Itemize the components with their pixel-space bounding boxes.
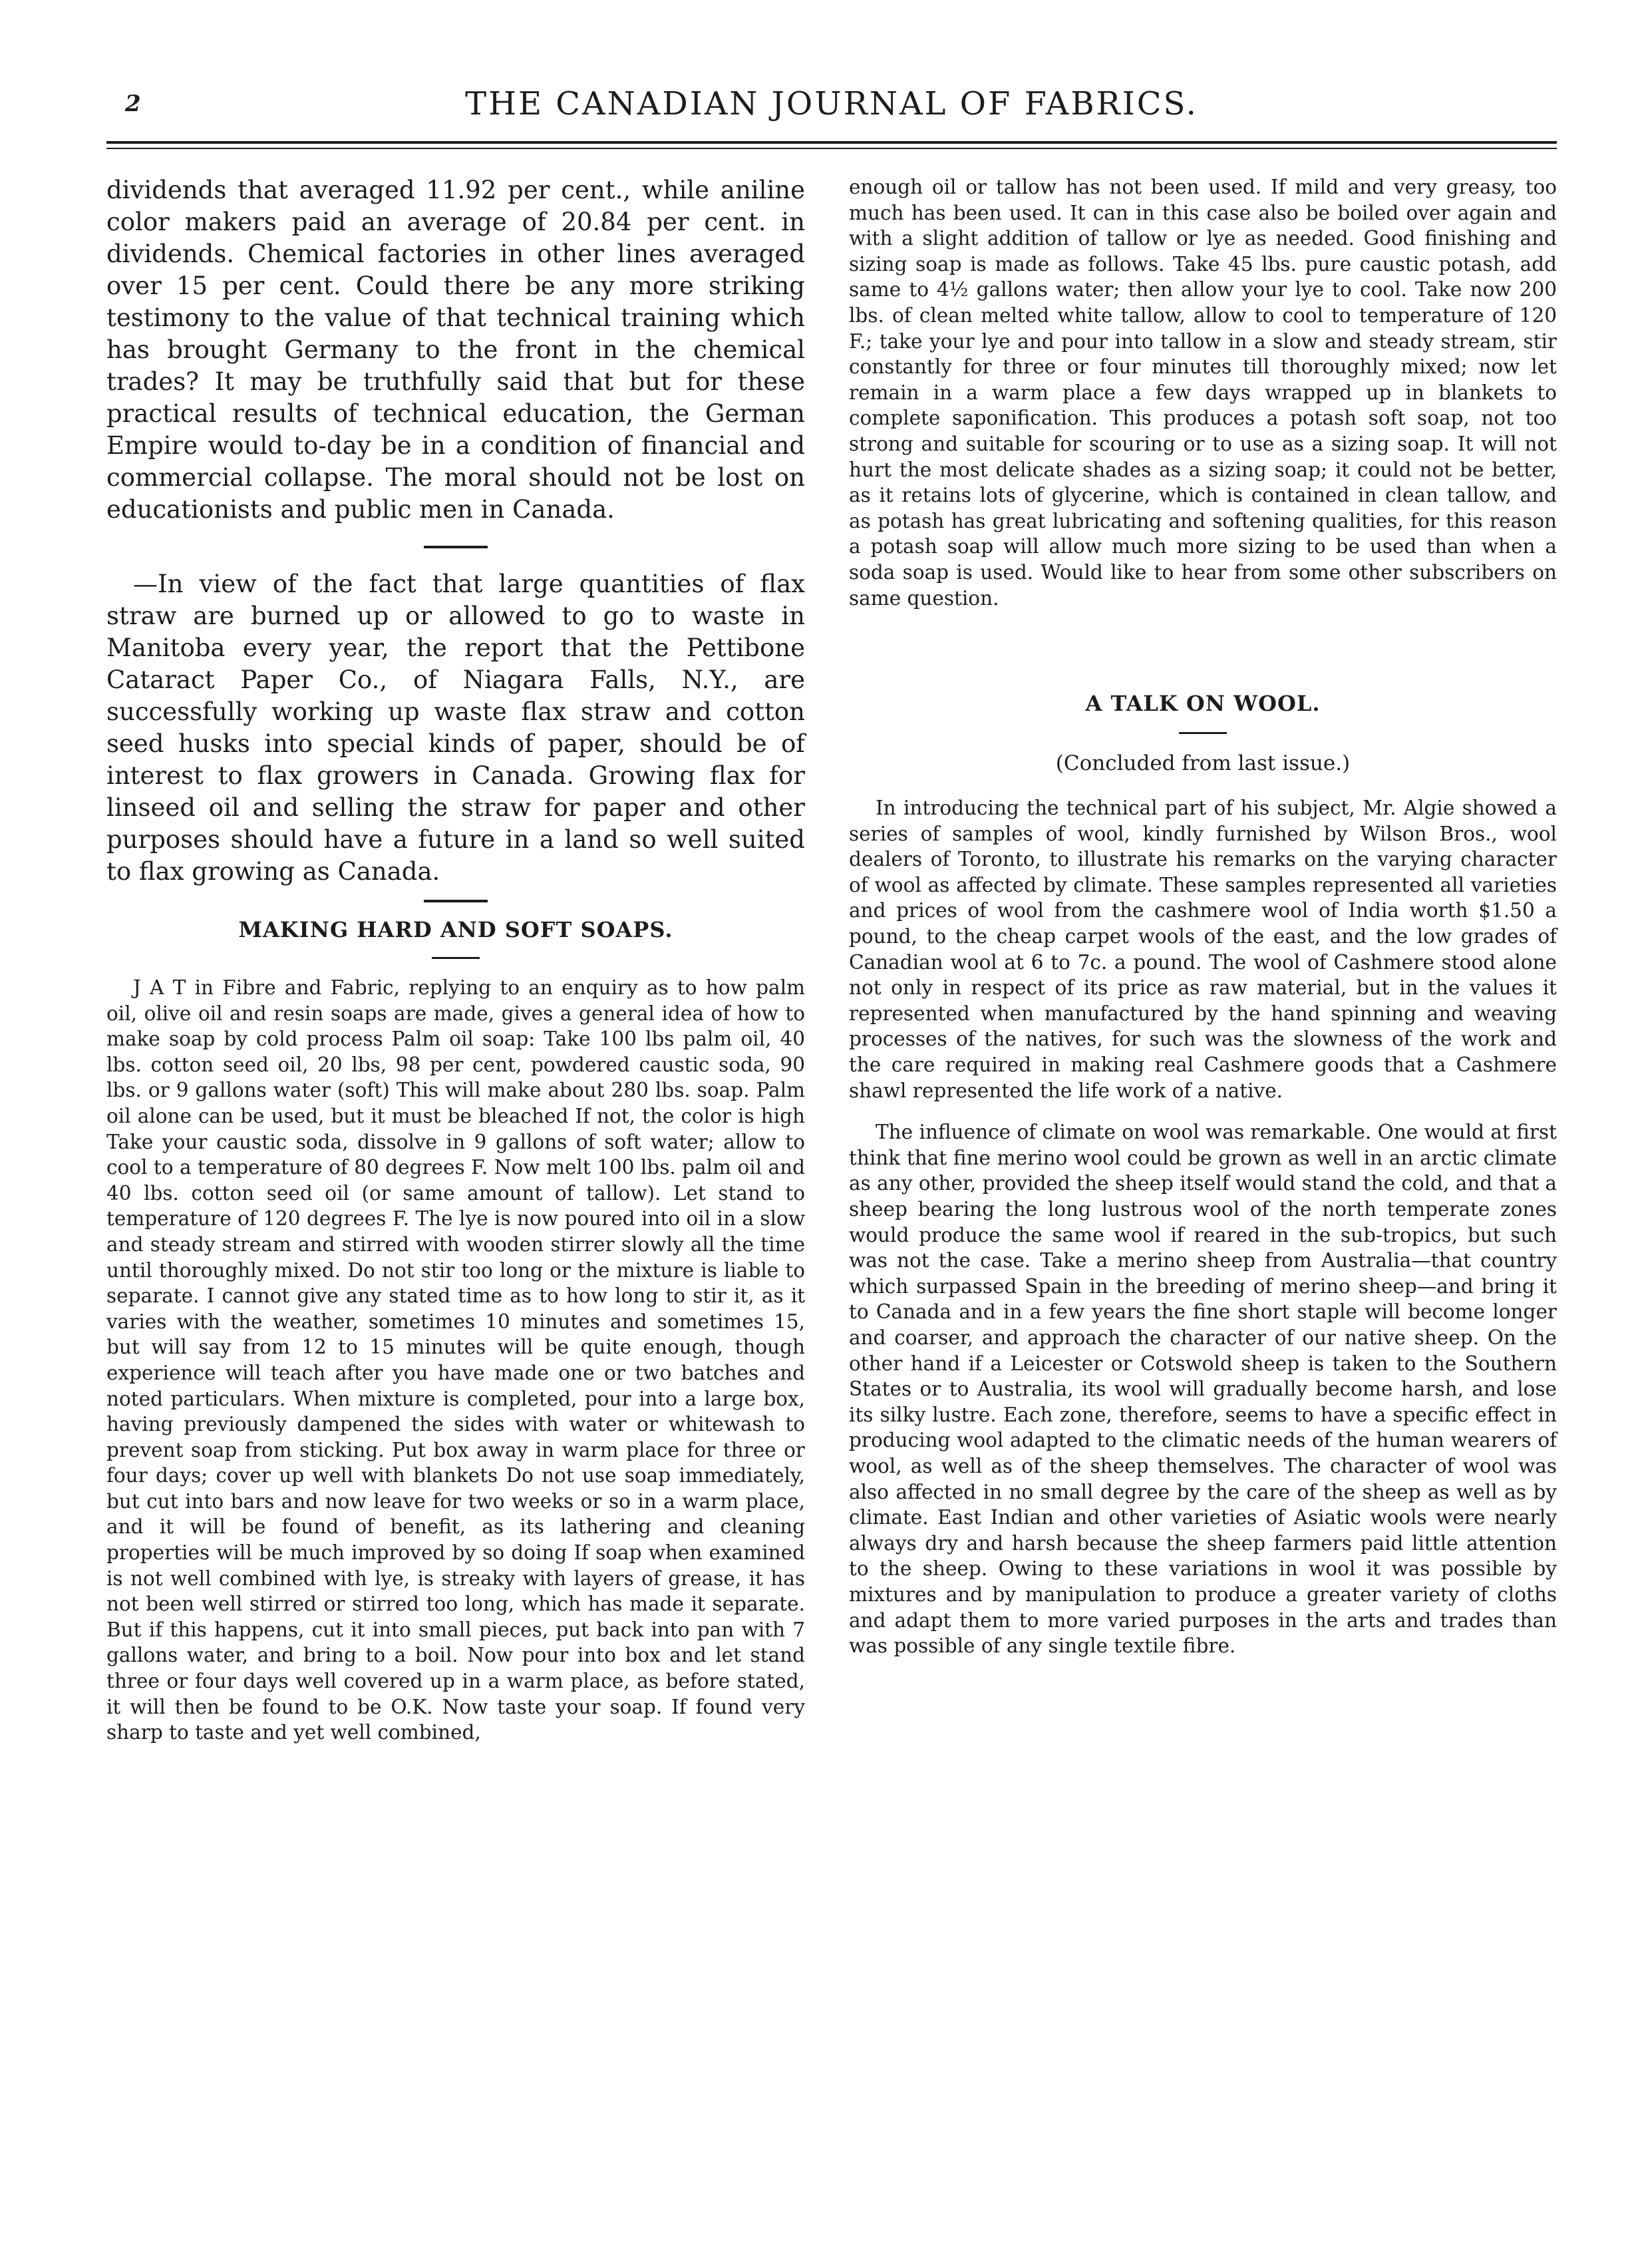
header-rule bbox=[106, 141, 1557, 144]
page-number: 2 bbox=[125, 91, 141, 117]
header-rule-thin bbox=[106, 148, 1557, 149]
flax-paragraph: —In view of the fact that large quantities of flax straw are burned up or allowed to go to waste in Manitoba every year, the report that the Pettibone Cataract Paper Co., of Niagara Falls, N.Y., are successfully working up waste flax straw and cotton seed husks into special kinds of paper, should be of interest to flax growers in Canada. Growing flax for linseed oil and selling the straw for paper and other purposes should have a future in a land so well suited to flax growing as Canada. bbox=[106, 570, 805, 886]
heading-divider bbox=[432, 957, 480, 959]
dividends-paragraph: dividends that averaged 11.92 per cent., while aniline color makers paid an average of 20.84 per cent. in dividends. Chemical factories in other lines averaged over 15 per cent. Could there be any more striking testimony to the value of that technical training which has brought Germany to the front in the chemical trades? It may be truthfully said that but for these practical results of technical education, the German Empire would to-day be in a condition of financial and commercial collapse. The moral should not be lost on educationists and public men in Canada. bbox=[106, 176, 805, 524]
heading-divider bbox=[1179, 732, 1227, 734]
page-header bbox=[106, 85, 1557, 138]
section-divider bbox=[424, 900, 488, 902]
soap-article-heading: MAKING HARD AND SOFT SOAPS. bbox=[238, 917, 673, 942]
section-divider bbox=[424, 546, 488, 548]
wool-paragraph: In introducing the technical part of his subject, Mr. Algie showed a series of samples of wool, kindly furnished by Wilson Bros., wool dealers of Toronto, to illustrate his remarks on the varying character of wool as affected by climate. These samples represented all varieties and prices of wool from the cashmere wool of India worth $1.50 a pound, to the cheap carpet wools of the east, and the low grades of Canadian wool at 6 to 7c. a pound. The wool of Cashmere stood alone not only in respect of its price as raw material, but in the values it represented when manufactured by the hand spinning and weaving processes of the natives, for such was the slowness of the work and the care required in making real Cashmere goods that a Cashmere shawl represented the life work of a native. bbox=[849, 797, 1557, 1102]
soap-continued-paragraph: enough oil or tallow has not been used. If mild and very greasy, too much has been used. It can in this case also be boiled over again and with a slight addition of tallow or lye as needed. Good finishing and sizing soap is made as follows. Take 45 lbs. pure caustic potash, add same to 4½ gallons water; then allow your lye to cool. Take now 200 lbs. of clean melted white tallow, allow to cool to temperature of 120 F.; take your lye and pour into tallow in a slow and steady stream, stir constantly for three or four minutes till thoroughly mixed; now let remain in a warm place a few days wrapped up in blankets to complete saponification. This produces a potash soft soap, not too strong and suitable for scouring or to use as a sizing soap. It will not hurt the most delicate shades as a sizing soap; it could not be better, as it retains lots of glycerine, which is contained in clean tallow, and as potash has great lubricating and softening qualities, for this reason a potash soap will allow much more sizing to be used than when a soda soap is used. Would like to hear from some other subscribers on same question. bbox=[849, 176, 1557, 610]
journal-title: THE CANADIAN JOURNAL OF FABRICS. bbox=[465, 85, 1198, 122]
right-column bbox=[849, 174, 1557, 1659]
left-column bbox=[106, 174, 805, 1746]
soap-paragraph: J A T in Fibre and Fabric, replying to an enquiry as to how palm oil, olive oil and resin soaps are made, gives a general idea of how to make soap by cold process Palm oil soap: Take 100 lbs palm oil, 40 lbs. cotton seed oil, 20 lbs, 98 per cent, powdered caustic soda, 90 lbs. or 9 gallons water (soft) This will make about 280 lbs. soap. Palm oil alone can be used, but it must be bleached If not, the color is high Take your caustic soda, dissolve in 9 gallons of soft water; allow to cool to a temperature of 80 degrees F. Now melt 100 lbs. palm oil and 40 lbs. cotton seed oil (or same amount of tallow). Let stand to temperature of 120 degrees F. The lye is now poured into oil in a slow and steady stream and stirred with wooden stirrer slowly all the time until thoroughly mixed. Do not stir too long or the mixture is liable to separate. I cannot give any stated time as to how long to stir it, as it varies with the weather, sometimes 10 minutes and sometimes 15, but will say from 12 to 15 minutes will be quite enough, though experience will teach after you have made one or two batches and noted particulars. When mixture is completed, pour into a large box, having previously dampened the sides with water or whitewash to prevent soap from sticking. Put box away in warm place for three or four days; cover up well with blankets Do not use soap immediately, but cut into bars and now leave for two weeks or so in a warm place, and it will be found of benefit, as its lathering and cleaning properties will be much improved by so doing If soap when examined is not well combined with lye, is streaky with layers of grease, it has not been well stirred or stirred too long, which has made it separate. But if this happens, cut it into small pieces, put back into pan with 7 gallons water, and bring to a boil. Now pour into box and let stand three or four days well covered up in a warm place, as before stated, it will then be found to be O.K. Now taste your soap. If found very sharp to taste and yet well combined, bbox=[106, 976, 805, 1744]
wool-paragraph: The influence of climate on wool was remarkable. One would at first think that fine merino wool could be grown as well in an arctic climate as any other, provided the sheep itself would stand the cold, and that a sheep bearing the long lustrous wool of the north temperate zones would produce the same wool if reared in the sub-tropics, but such was not the case. Take a merino sheep from Australia—that country which surpassed Spain in the breeding of merino sheep—and bring it to Canada and in a few years the fine short staple will become longer and coarser, and approach the character of our native sheep. On the other hand if a Leicester or Cotswold sheep is taken to the Southern States or to Australia, its wool will gradually become harsh, and lose its silky lustre. Each zone, therefore, seems to have a specific effect in producing wool adapted to the climatic needs of the human wearers of wool, as well as of the sheep themselves. The character of wool was also affected in no small degree by the care of the sheep as well as by climate. East Indian and other varieties of Asiatic wools were nearly always dry and harsh because the sheep farmers paid little attention to the sheep. Owing to these variations in wool it was possible by mixtures and by manipulation to produce a greater variety of cloths and adapt them to more varied purposes in the arts and trades than was possible of any single textile fibre. bbox=[849, 1121, 1557, 1658]
wool-article-heading: A TALK ON WOOL. bbox=[1085, 691, 1321, 717]
wool-subheading: (Concluded from last issue.) bbox=[1055, 751, 1351, 776]
